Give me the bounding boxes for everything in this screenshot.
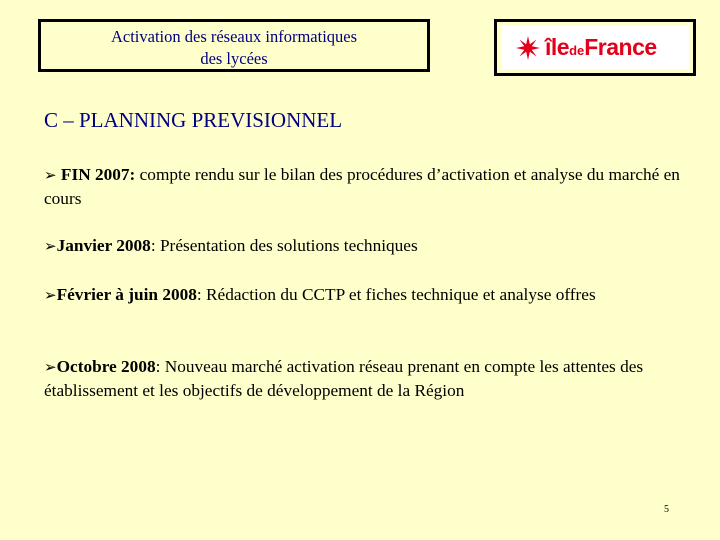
section-heading: C – PLANNING PREVISIONNEL bbox=[44, 108, 343, 132]
item-text: : Nouveau marché activation réseau prenant en compte les attentes des établissement et les objectifs de développement de la Région bbox=[44, 357, 644, 400]
title-line-1: Activation des réseaux informatiques bbox=[110, 27, 358, 46]
item-text: : Rédaction du CCTP et fiches technique et analyse offres bbox=[196, 285, 596, 304]
title-box bbox=[38, 19, 430, 72]
list-item bbox=[44, 283, 684, 307]
item-text: : Présentation des solutions techniques bbox=[150, 236, 418, 255]
iledefrance-logo bbox=[501, 26, 689, 69]
page-number: 5 bbox=[664, 504, 669, 515]
item-label: Janvier 2008 bbox=[56, 236, 151, 255]
logo-box bbox=[494, 19, 696, 76]
item-label: Octobre 2008 bbox=[56, 357, 156, 376]
item-label: Février à juin 2008 bbox=[56, 285, 197, 304]
logo-wordmark: île de France bbox=[545, 34, 657, 60]
item-label: FIN 2007: bbox=[60, 165, 136, 184]
list-item bbox=[44, 234, 684, 258]
arrow-bullet-icon: ➢ bbox=[44, 166, 57, 184]
item-text: compte rendu sur le bilan des procédures d’activation et analyse du marché en cours bbox=[44, 165, 680, 208]
arrow-bullet-icon: ➢ bbox=[44, 358, 57, 376]
arrow-bullet-icon: ➢ bbox=[44, 286, 57, 304]
arrow-bullet-icon: ➢ bbox=[44, 237, 57, 255]
star-icon bbox=[515, 35, 541, 61]
list-item bbox=[44, 355, 684, 403]
title-line-2: des lycées bbox=[200, 49, 268, 68]
list-item bbox=[44, 163, 684, 211]
